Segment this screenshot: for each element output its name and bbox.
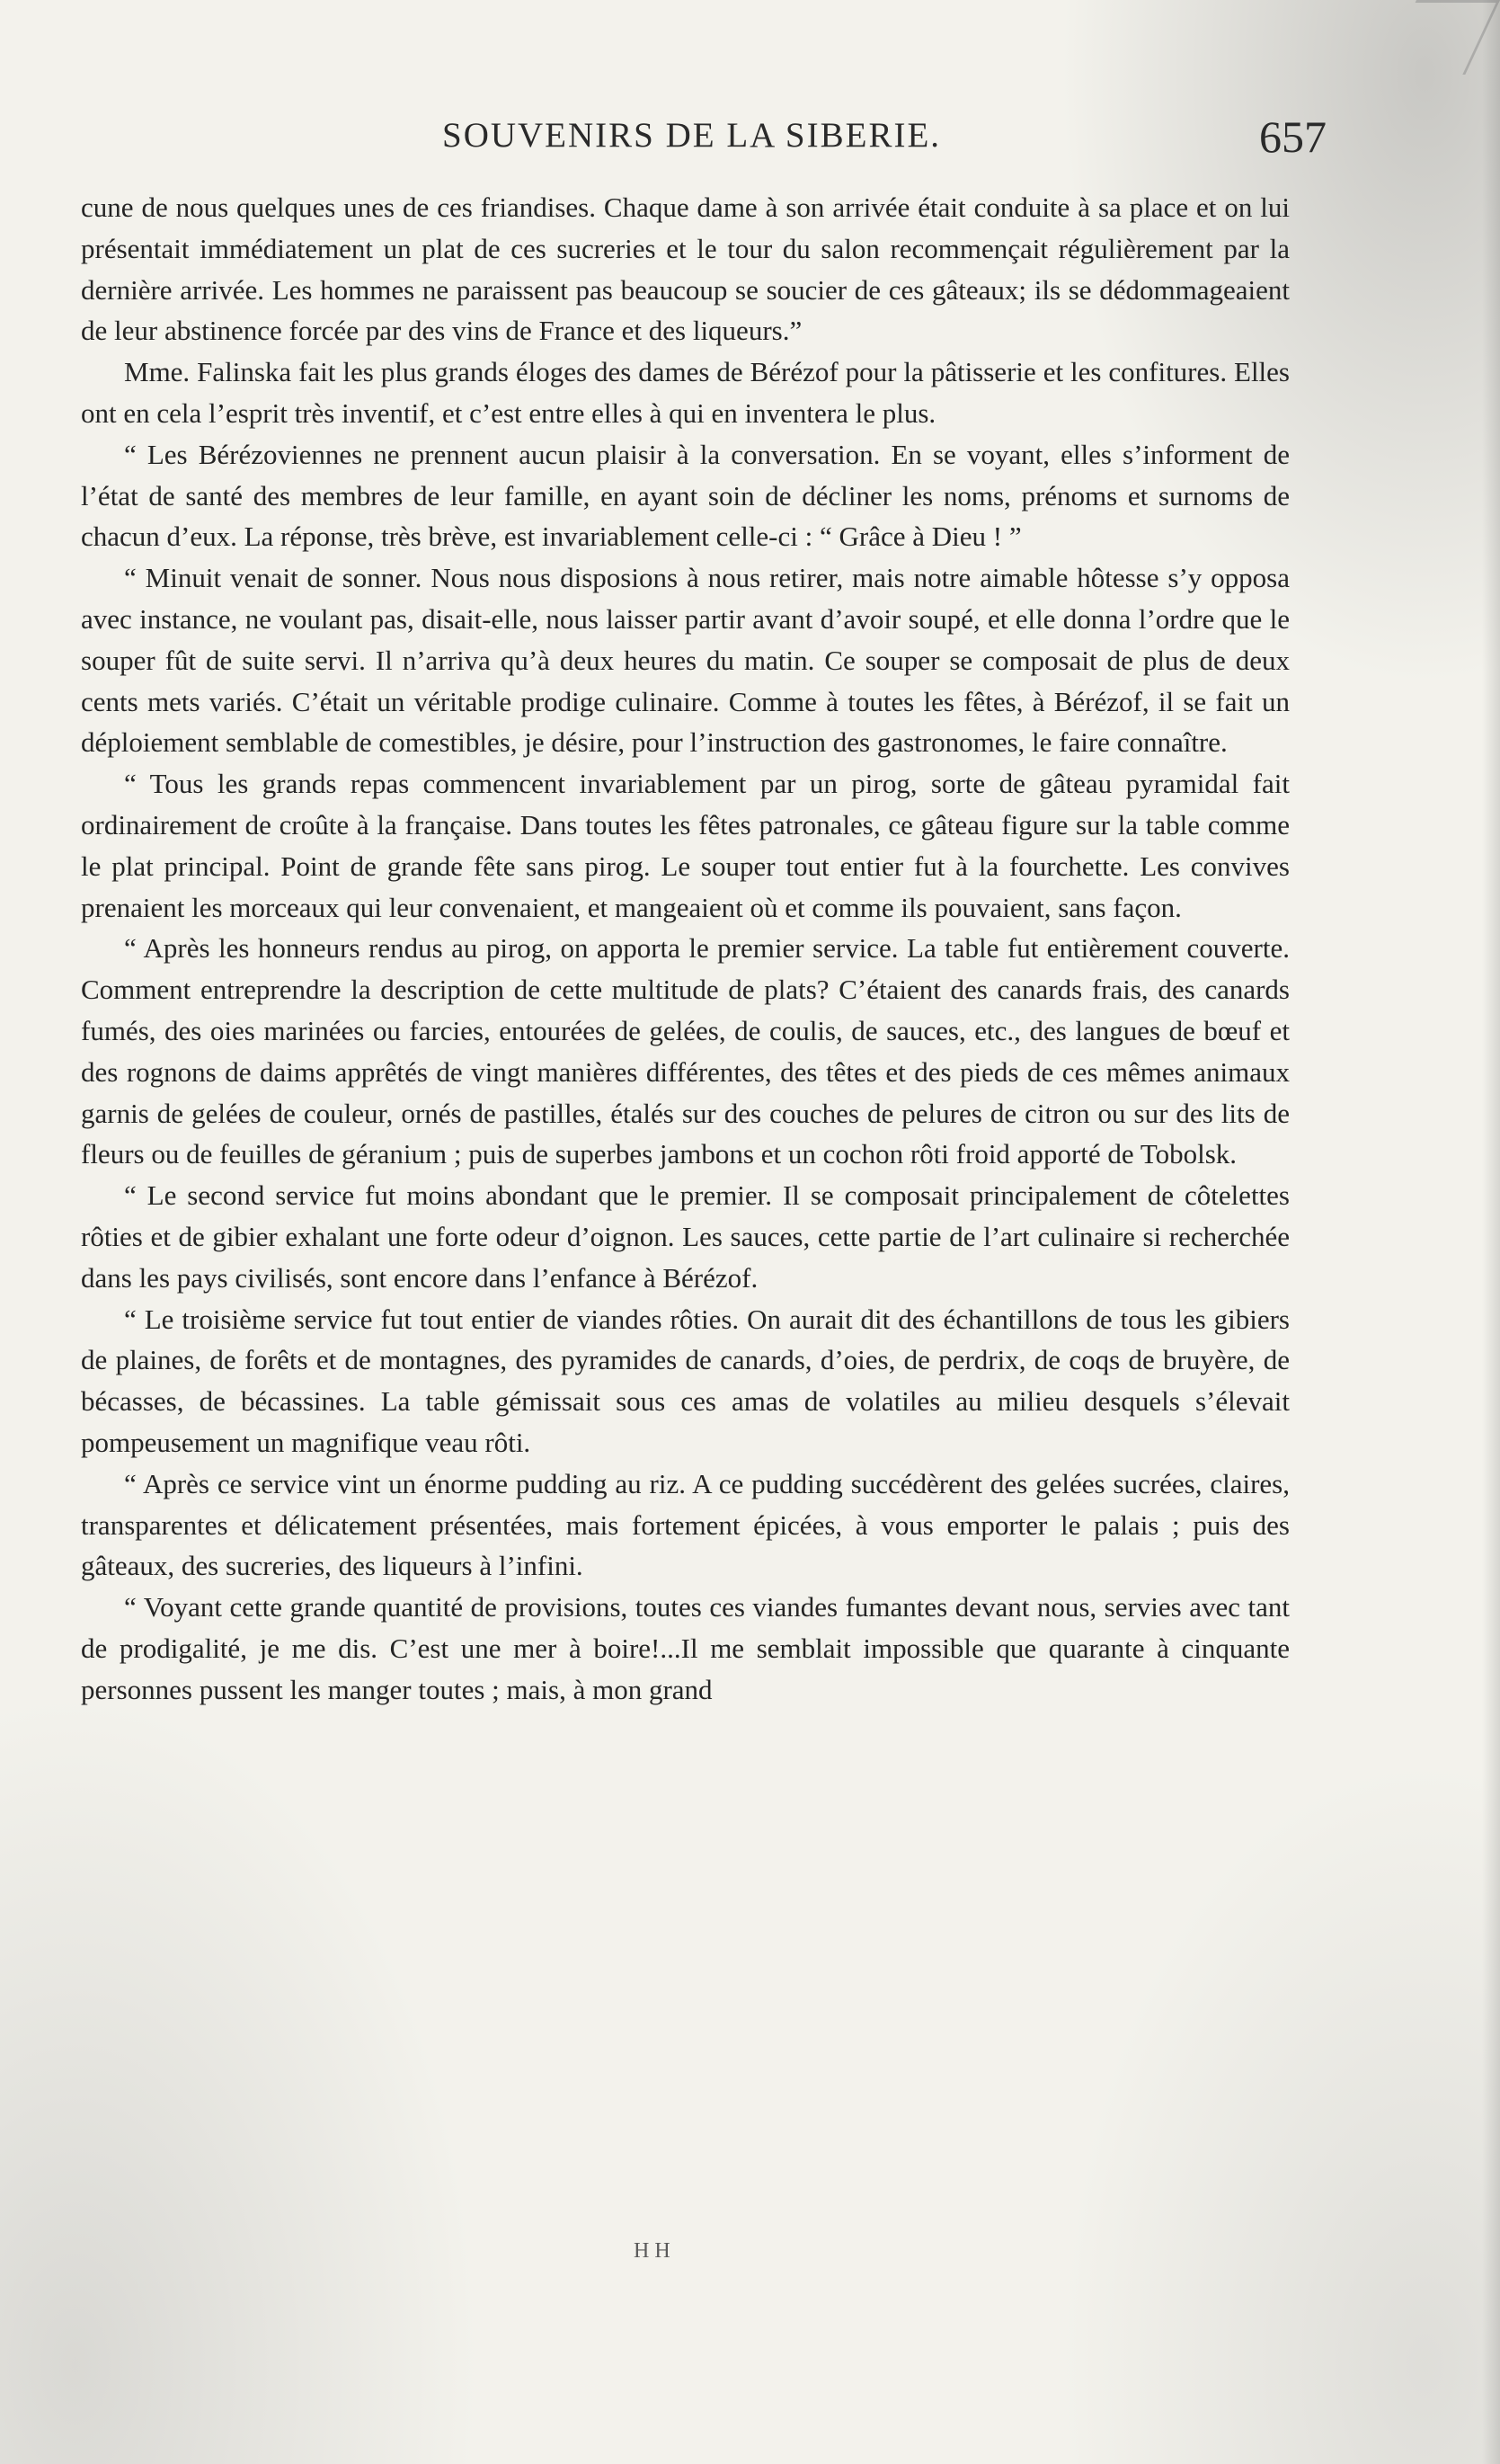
paragraph-5: “ Tous les grands repas commencent invariablement par un pirog, sorte de gâteau pyramidal fait ordinairement de croûte à la française. Dans toutes les fêtes patronales, ce gâteau figure sur la table comme le plat principal. Point de grande fête sans pirog. Le souper tout entier fut à la fourchette. Les convives prenaient les morceaux qui leur convenaient, et mangeaient où et comme ils pouvaient, sans façon. [81, 768, 1290, 923]
page-number: 657 [1259, 111, 1327, 162]
paragraph-7: “ Le second service fut moins abondant que le premier. Il se composait principalement de côtelettes rôties et de gibier exhalant une forte odeur d’oignon. Les sauces, cette partie de l’art culinaire si recherchée dans les pays civilisés, sont encore dans l’enfance à Bérézof. [81, 1179, 1290, 1294]
paragraph-4: “ Minuit venait de sonner. Nous nous disposions à nous retirer, mais notre aimable hôtesse s’y opposa avec instance, ne voulant pas, disait-elle, nous laisser partir avant d’avoir soupé, et elle donna l’ordre que le souper fût de suite servi. Il n’arriva qu’à deux heures du matin. Ce souper se composait de plus de deux cents mets variés. C’était un véritable prodige culinaire. Comme à toutes les fêtes, à Bérézof, il se fait un déploiement semblable de comestibles, je désire, pour l’instruction des gastronomes, le faire connaître. [81, 562, 1290, 759]
paragraph-8: “ Le troisième service fut tout entier de viandes rôties. On aurait dit des échantillons de tous les gibiers de plaines, de forêts et de montagnes, des pyramides de canards, d’oies, de perdrix, de coqs de bruyère, de bécasses, de bécassines. La table gémissait sous ces amas de volatiles au milieu desquels s’élevait pompeusement un magnifique veau rôti. [81, 1303, 1290, 1458]
running-head: SOUVENIRS DE LA SIBERIE. [442, 116, 942, 155]
body-text [81, 187, 1290, 1710]
paragraph-1: cune de nous quelques unes de ces friandises. Chaque dame à son arrivée était conduite à sa place et on lui présentait immédiatement un plat de ces sucreries et le tour du salon recommençait régulièrement par la dernière arrivée. Les hommes ne paraissent pas beaucoup se soucier de ces gâteaux; ils se dédommageaient de leur abstinence forcée par des vins de France et des liqueurs.” [81, 191, 1290, 347]
paragraph-3: “ Les Bérézoviennes ne prennent aucun plaisir à la conversation. En se voyant, elles s’informent de l’état de santé des membres de leur famille, en ayant soin de décliner les noms, prénoms et surnoms de chacun d’eux. La réponse, très brève, est invariablement celle-ci : “ Grâce à Dieu ! ” [81, 438, 1290, 553]
page-header [86, 106, 1327, 160]
paragraph-10: “ Voyant cette grande quantité de provisions, toutes ces viandes fumantes devant nous, servies avec tant de prodigalité, je me dis. C’est une mer à boire!...Il me semblait impossible que quarante à cinquante personnes pussent les manger toutes ; mais, à mon grand [81, 1591, 1290, 1705]
paragraph-2: Mme. Falinska fait les plus grands éloges des dames de Bérézof pour la pâtisserie et les confitures. Elles ont en cela l’esprit très inventif, et c’est entre elles à qui en inventera le plus. [81, 356, 1290, 429]
paragraph-9: “ Après ce service vint un énorme pudding au riz. A ce pudding succédèrent des gelées sucrées, claires, transparentes et délicatement présentées, mais fortement épicées, à vous emporter le palais ; puis des gâteaux, des sucreries, des liqueurs à l’infini. [81, 1467, 1290, 1582]
paragraph-6: “ Après les honneurs rendus au pirog, on apporta le premier service. La table fut entièrement couverte. Comment entreprendre la description de cette multitude de plats? C’étaient des canards frais, des canards fumés, des oies marinées ou farcies, entourées de gelées, de coulis, de sauces, etc., des langues de bœuf et des rognons de daims apprêtés de vingt manières différentes, des têtes et des pieds de ces mêmes animaux garnis de gelées de couleur, ornés de pastilles, étalés sur des couches de pelures de citron ou sur des lits de fleurs ou de feuilles de géranium ; puis de superbes jambons et un cochon rôti froid apporté de Tobolsk. [81, 932, 1290, 1170]
page-edge-shadow [1482, 0, 1500, 2464]
signature-mark: H H [634, 2239, 670, 2263]
